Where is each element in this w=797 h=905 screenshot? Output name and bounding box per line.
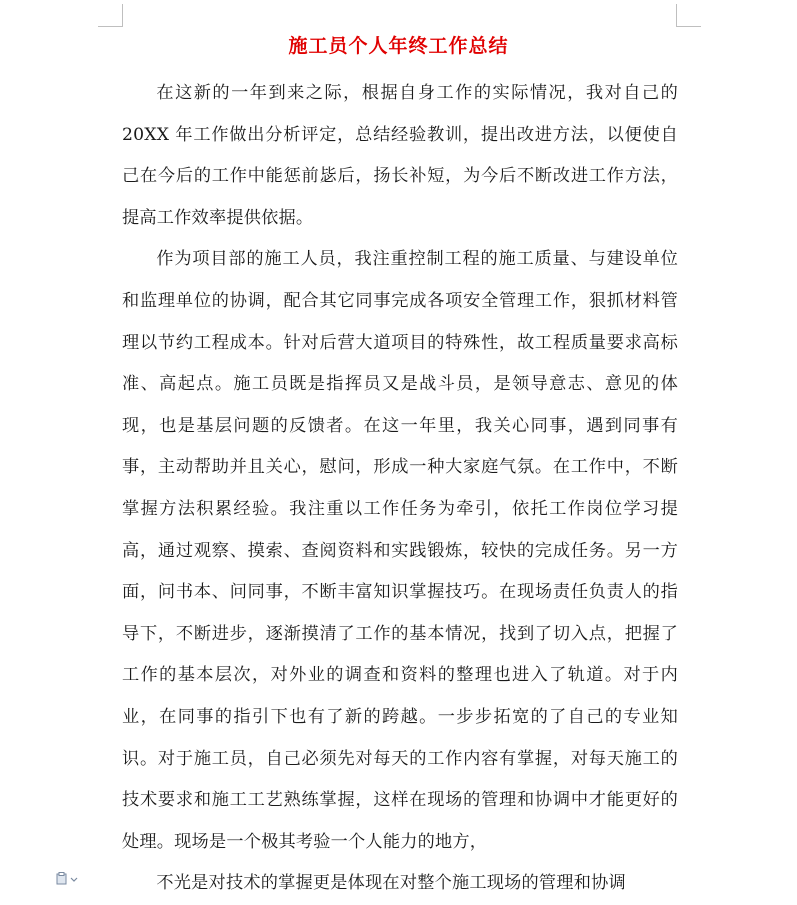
paragraph-intro: 在这新的一年到来之际，根据自身工作的实际情况，我对自己的20XX 年工作做出分析评定，总结经验教训，提出改进方法，以便使自己在今后的工作中能惩前毖后，扬长补短，为今后不断改进工作方法，提高工作效率提供依据。	[122, 83, 678, 228]
paragraph-work-summary: 作为项目部的施工人员，我注重控制工程的施工质量、与建设单位和监理单位的协调，配合其它同事完成各项安全管理工作，狠抓材料管理以节约工程成本。针对后营大道项目的特殊性，故工程质量要求高标准、高起点。施工员既是指挥员又是战斗员，是领导意志、意见的体现，也是基层问题的反馈者。在这一年里，我关心同事，遇到同事有事，主动帮助并且关心，慰问，形成一种大家庭气氛。在工作中，不断掌握方法积累经验。我注重以工作任务为牵引，依托工作岗位学习提高，通过观察、摸索、查阅资料和实践锻炼，较快的完成任务。另一方面，问书本、问同事，不断丰富知识掌握技巧。在现场责任负责人的指导下，不断进步，逐渐摸清了工作的基本情况，找到了切入点，把握了工作的基本层次，对外业的调查和资料的整理也进入了轨道。对于内业，在同事的指引下也有了新的跨越。一步步拓宽的了自己的专业知识。对于施工员，自己必须先对每天的工作内容有掌握，对每天施工的技术要求和施工工艺熟练掌握，这样在现场的管理和协调中才能更好的处理。现场是一个极其考验一个人能力的地方，	[122, 249, 678, 852]
page-corner-mark-top-left	[98, 4, 123, 27]
document-title: 施工员个人年终工作总结	[288, 35, 509, 57]
paste-options-icon[interactable]	[56, 869, 80, 881]
paragraph-continued: 不光是对技术的掌握更是体现在对整个施工现场的管理和协调	[156, 873, 626, 894]
document-body[interactable]	[122, 73, 678, 905]
page-corner-mark-top-right	[676, 4, 701, 27]
